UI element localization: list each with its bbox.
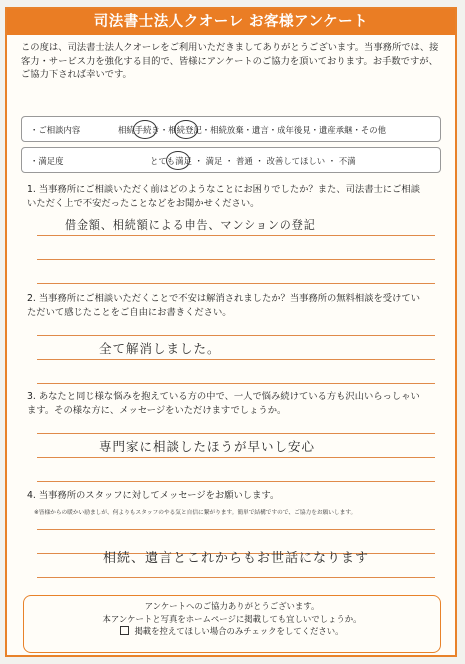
consult-type-box	[21, 116, 441, 142]
answer-line	[37, 383, 435, 384]
answer-line	[37, 433, 435, 434]
question-4: 4. 当事務所のスタッフに対してメッセージをお願いします。	[27, 490, 280, 501]
answer-line	[37, 359, 435, 360]
consult-type-options: 相続手続き・相続登記・相続放棄・遺言・成年後見・遺産承継・その他	[118, 125, 386, 135]
answer-line	[37, 529, 435, 530]
opt-out-checkbox[interactable]	[120, 626, 129, 635]
answer-circle-mark	[174, 120, 198, 139]
answer-line	[37, 457, 435, 458]
question-2: 2. 当事務所にご相談いただくことで不安は解消されましたか？当事務所の無料相談を受けていただいて感じたことをご自由にお書きください。	[27, 293, 420, 318]
footer-check-label: 掲載を控えてほしい場合のみチェックをしてください。	[134, 626, 344, 636]
footer-thanks: アンケートへのご協力ありがとうございます。	[144, 601, 320, 611]
answer-line	[37, 259, 435, 260]
survey-sheet	[5, 7, 457, 657]
satisfaction-box	[21, 147, 441, 173]
satisfaction-options: とても満足 ・ 満足 ・ 普通 ・ 改善してほしい ・ 不満	[150, 156, 356, 166]
handwritten-answer-4: 相続、遺言とこれからもお世話になります	[103, 551, 370, 566]
consult-type-label: ・ご相談内容	[30, 125, 81, 135]
intro-text: この度は、司法書士法人クオーレをご利用いただきましてありがとうございます。当事務所では、接客力・サービス力を強化する目的で、皆様にアンケートのご協力を頂いております。お手数ですが、ご協力下されば幸いです。	[21, 42, 439, 80]
answer-line	[37, 283, 435, 284]
footer-check-row	[24, 625, 440, 638]
question-1: 1. 当事務所にご相談いただく前はどのようなことにお困りでしたか？また、司法書士にご相談いただく上で不安だったことなどをお聞かせください。	[27, 184, 420, 209]
answer-line	[37, 577, 435, 578]
answer-line	[37, 481, 435, 482]
answer-circle-mark	[133, 120, 157, 139]
question-3: 3. あなたと同じ様な悩みを抱えている方の中で、一人で悩み続けている方も沢山いらっしゃいます。その様な方に、メッセージをいただけますでしょうか。	[27, 391, 420, 416]
footer-permission: 本アンケートと写真をホームページに掲載しても宜しいでしょうか。	[102, 613, 362, 624]
satisfaction-label: ・満足度	[30, 156, 64, 166]
footer-box	[23, 595, 441, 653]
question-4-note: ※皆様からの暖かい励ましが、何よりもスタッフのやる気と自信に繋がります。簡単で結構ですので、ご協力をお願いします。	[34, 510, 357, 516]
handwritten-answer-1: 借金額、相続額による申告、マンションの登記	[65, 218, 316, 232]
handwritten-answer-2: 全て解消しました。	[99, 341, 221, 356]
answer-line	[37, 335, 435, 336]
handwritten-answer-3: 専門家に相談したほうが早いし安心	[99, 439, 316, 454]
survey-title: 司法書士法人クオーレ お客様アンケート	[7, 9, 455, 35]
answer-line	[37, 235, 435, 236]
answer-circle-mark	[166, 151, 190, 170]
